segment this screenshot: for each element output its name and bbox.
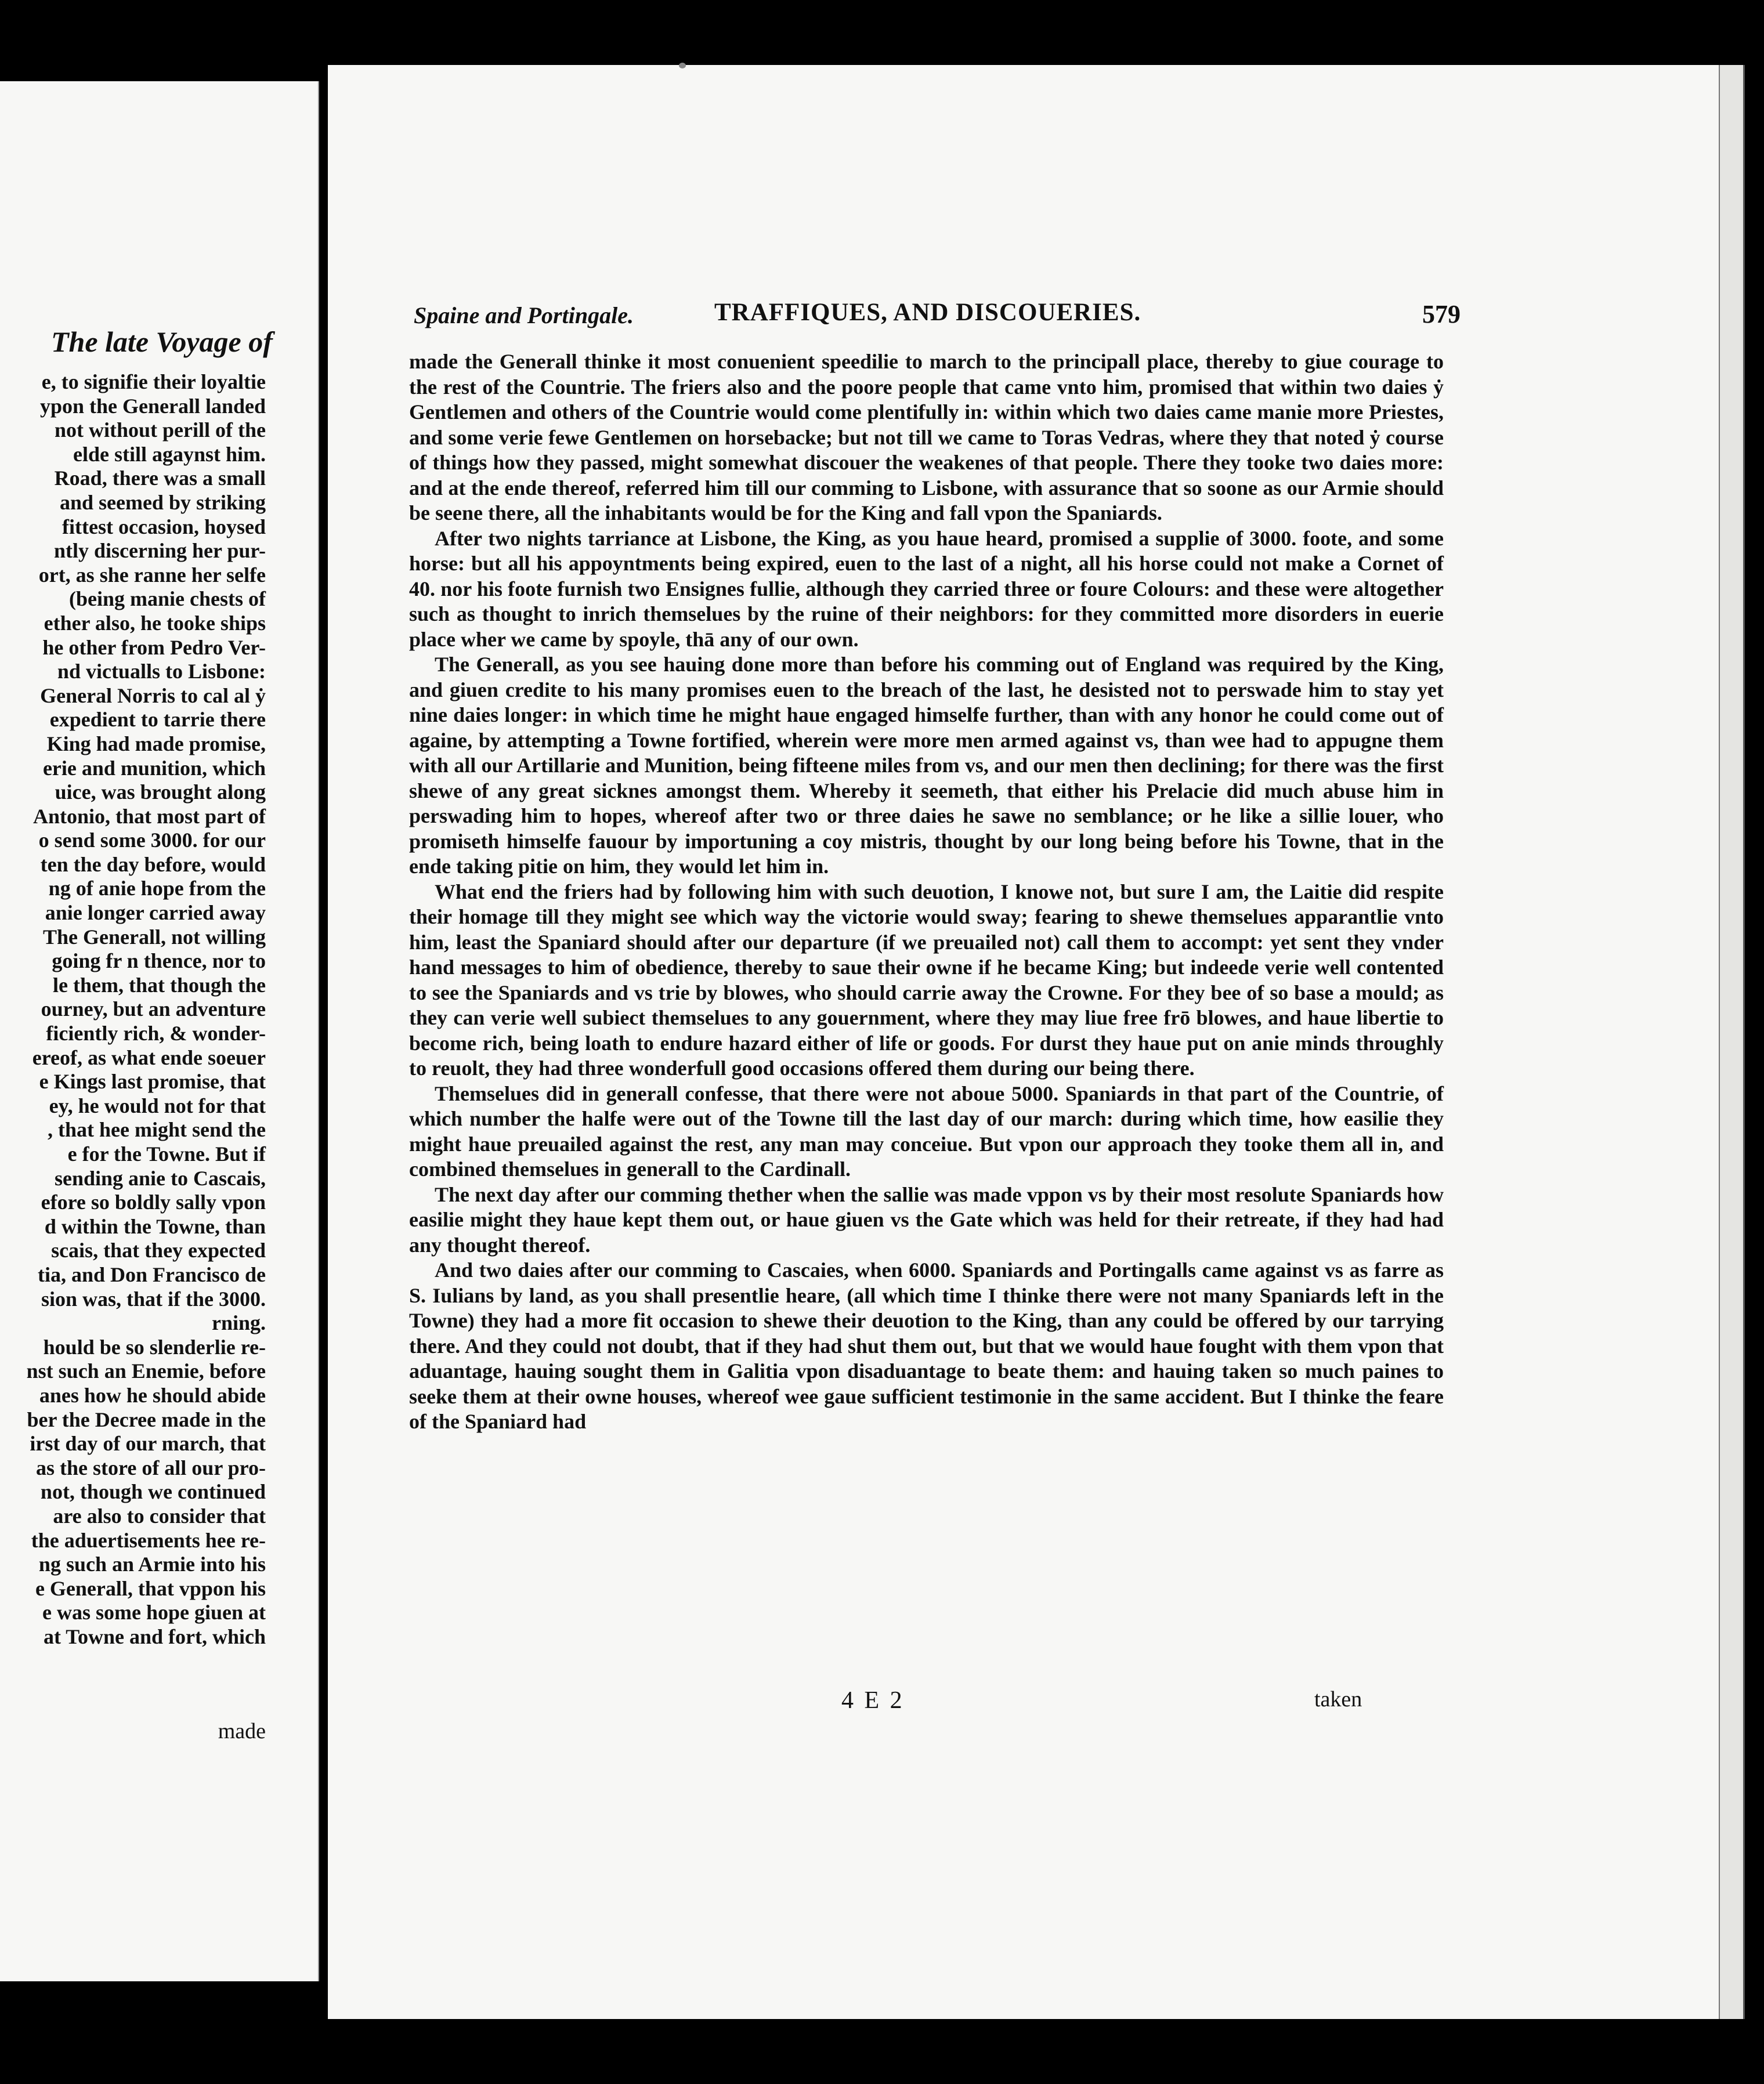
running-head-left: Spaine and Portingale. [414, 302, 634, 328]
left-text-line: not, though we continued [40, 1480, 266, 1504]
left-text-line: sion was, that if the 3000. [41, 1287, 266, 1311]
left-text-line: ey, he would not for that [49, 1094, 266, 1117]
left-page-text [27, 370, 266, 1649]
left-text-line: General Norris to cal al ẏ [40, 683, 266, 707]
left-text-line: e, to signifie their loyaltie [41, 370, 266, 393]
right-catchword: taken [1314, 1687, 1362, 1712]
paragraph: The next day after our comming thether when the sallie was made vppon vs by their most resolute Spaniards how easilie might they haue kept them out, or haue giuen vs the Gate which was held for their retreate, if they had had any thought thereof. [409, 1182, 1444, 1257]
paragraph: The Generall, as you see hauing done more than before his comming out of England was required by the King, and giuen credite to his many promises euen to the breach of the last, he desisted not to perswade him to stay yet nine daies longer: in which time he might haue engaged himselfe further, than with any honor he could come out of againe, by attempting a Towne fortified, wherein were more men armed against vs, than wee had to appugne them with all our Artillarie and Munition, being fifteene miles from vs, and our men then declining; for there was the first shewe of any great sicknes amongst them. Whereby it seemeth, that either his Prelacie did much abuse him in perswading him to hopes, whereof after two or three daies he sawe no semblance; or he like a sillie louer, who promiseth himselfe fauour by importuning a coy mistris, thought by our long being before his Towne, that in the ende taking pitie on him, they would let him in. [409, 653, 1444, 878]
left-text-line: sending anie to Cascais, [54, 1166, 266, 1190]
left-text-line: e for the Towne. But if [67, 1142, 266, 1166]
left-text-line: elde still agaynst him. [73, 442, 266, 466]
left-text-line: hould be so slenderlie re- [43, 1335, 266, 1359]
left-text-line: King had made promise, [46, 732, 266, 755]
left-text-line: ber the Decree made in the [27, 1408, 266, 1431]
left-text-line: ntly discerning her pur- [53, 539, 266, 563]
left-text-line: and seemed by striking [59, 490, 266, 514]
left-text-line: anes how he should abide [39, 1383, 266, 1407]
left-text-line: anie longer carried away [45, 901, 266, 925]
left-text-line: ng such an Armie into his [38, 1553, 266, 1576]
left-text-line: ng of anie hope from the [48, 877, 266, 900]
left-text-line: fittest occasion, hoysed [62, 515, 266, 538]
left-text-line: ether also, he tooke ships [44, 611, 266, 635]
left-text-line: ereof, as what ende soeuer [32, 1045, 266, 1069]
body-text [409, 349, 1444, 1435]
left-text-line: rning. [211, 1311, 266, 1335]
page-number: 579 [1422, 300, 1461, 328]
left-catchword: made [218, 1719, 266, 1743]
left-text-line: The Generall, not willing [42, 925, 266, 949]
left-running-head: The late Voyage of [51, 325, 273, 358]
left-text-line: ten the day before, would [40, 852, 266, 876]
left-text-line: he other from Pedro Ver- [42, 635, 266, 659]
left-text-line: e Generall, that vppon his [35, 1576, 266, 1600]
left-text-line: at Towne and fort, which [43, 1624, 266, 1648]
left-text-line: ort, as she ranne her selfe [38, 563, 266, 587]
left-text-line: efore so boldly sally vpon [41, 1191, 266, 1214]
left-text-line: the aduertisements hee re- [31, 1528, 266, 1552]
left-text-line: e Kings last promise, that [39, 1070, 266, 1094]
left-text-line: as the store of all our pro- [36, 1456, 266, 1479]
left-text-line: tia, and Don Francisco de [37, 1262, 266, 1286]
left-text-line: ypon the Generall landed [39, 394, 266, 418]
left-text-line: d within the Towne, than [44, 1214, 266, 1238]
left-text-line: ourney, but an adventure [41, 997, 266, 1021]
ink-spot [679, 63, 686, 68]
paragraph: After two nights tarriance at Lisbone, the King, as you haue heard, promised a supplie of 3000. foote, and some horse: but all his appoyntments being expired, euen to the last of a night, all his horse could not make a Cornet of 40. nor his foote furnish two Ensignes fullie, although they carried three or foure Colours: and these were altogether such as thought to inrich themselues by the ruine of their neighbors: for they committed more disorders in euerie place wher we came by spoyle, thā any of our own. [409, 526, 1444, 651]
left-text-line: e was some hope giuen at [42, 1601, 266, 1624]
paragraph: made the Generall thinke it most conuenient speedilie to march to the principall place, thereby to giue courage to the rest of the Countrie. The friers also and the poore people that came vnto him, promised that within two daies ẏ Gentlemen and others of the Countrie would come plentifully in: within which two daies came manie more Priestes, and some verie fewe Gentlemen on horsebacke; but not till we came to Toras Vedras, where they that noted ẏ course of things how they passed, might somewhat discouer the weakenes of that people. There they tooke two daies more: and at the ende thereof, referred him till our comming to Lisbone, with assurance that so soone as our Armie should be seene there, all the inhabitants would be for the King and fall vpon the Spaniards. [409, 350, 1444, 524]
left-text-line: (being manie chests of [69, 587, 266, 611]
left-text-line: Antonio, that most part of [33, 804, 266, 828]
left-text-line: nd victualls to Lisbone: [57, 660, 266, 683]
left-text-line: ficiently rich, & wonder- [46, 1022, 266, 1045]
left-text-line: irst day of our march, that [30, 1432, 266, 1456]
paragraph: And two daies after our comming to Cascaies, when 6000. Spaniards and Portingalls came against vs as farre as S. Iulians by land, as you shall presentlie heare, (all which time I thinke there were not many Spaniards left in the Towne) they had a more fit occasion to shewe their deuotion to the King, than any could be offered by our tarrying there. And they could not doubt, that if they had shut them out, but that we would haue fought with them vpon that aduantage, hauing sought them in Galitia vpon disaduantage to beate them: and hauing taken so much paines to seeke them at their owne houses, whereof wee gaue sufficient testimonie in the same accident. But I thinke the feare of the Spaniard had [409, 1258, 1444, 1433]
left-text-line: , that hee might send the [48, 1118, 266, 1142]
left-text-line: not without perill of the [55, 418, 266, 442]
left-text-line: expedient to tarrie there [49, 708, 266, 732]
left-text-line: going fr n thence, nor to [52, 949, 266, 973]
right-page [328, 65, 1729, 2019]
running-head-title: TRAFFIQUES, AND DISCOUERIES. [714, 299, 1141, 326]
left-text-line: uice, was brought along [55, 780, 266, 804]
page-edge [1719, 65, 1745, 2019]
left-text-line: Road, there was a small [54, 466, 266, 490]
left-text-line: scais, that they expected [51, 1239, 266, 1262]
left-text-line: erie and munition, which [42, 756, 266, 780]
left-text-line: o send some 3000. for our [38, 828, 266, 852]
paragraph: What end the friers had by following him with such deuotion, I knowe not, but sure I am, the Laitie did respite their homage till they might see which way the victorie would sway; fearing to shewe themselues apparantlie vnto him, least the Spaniard should after our departure (if we preuailed not) call them to accompt: yet sent they vnder hand messages to him of obedience, thereby to saue their owne if he became King; but indeede verie well contented to see the Spaniards and vs trie by blowes, who should carrie away the Crowne. For they bee of so base a mould; as they can verie well subiect themselues to any gouernment, where they may liue free frō blowes, and haue libertie to become rich, being loath to endure hazard either of life or goods. For durst they haue put on anie minds throughly to reuolt, they had three wonderfull good occasions offered them during our being there. [409, 880, 1444, 1080]
left-text-line: le them, that though the [53, 973, 266, 997]
left-page [0, 81, 319, 1981]
left-text-line: nst such an Enemie, before [26, 1359, 266, 1383]
signature-mark: 4 E 2 [841, 1687, 905, 1714]
left-text-line: are also to consider that [53, 1504, 266, 1528]
paragraph: Themselues did in generall confesse, that there were not aboue 5000. Spaniards in that part of the Countrie, of which number the halfe were out of the Towne till the last day of our march: during which time, how easilie they might haue preuailed against the rest, any man may conceiue. But vpon our approach they tooke them all in, and combined themselues in generall to the Cardinall. [409, 1081, 1444, 1181]
